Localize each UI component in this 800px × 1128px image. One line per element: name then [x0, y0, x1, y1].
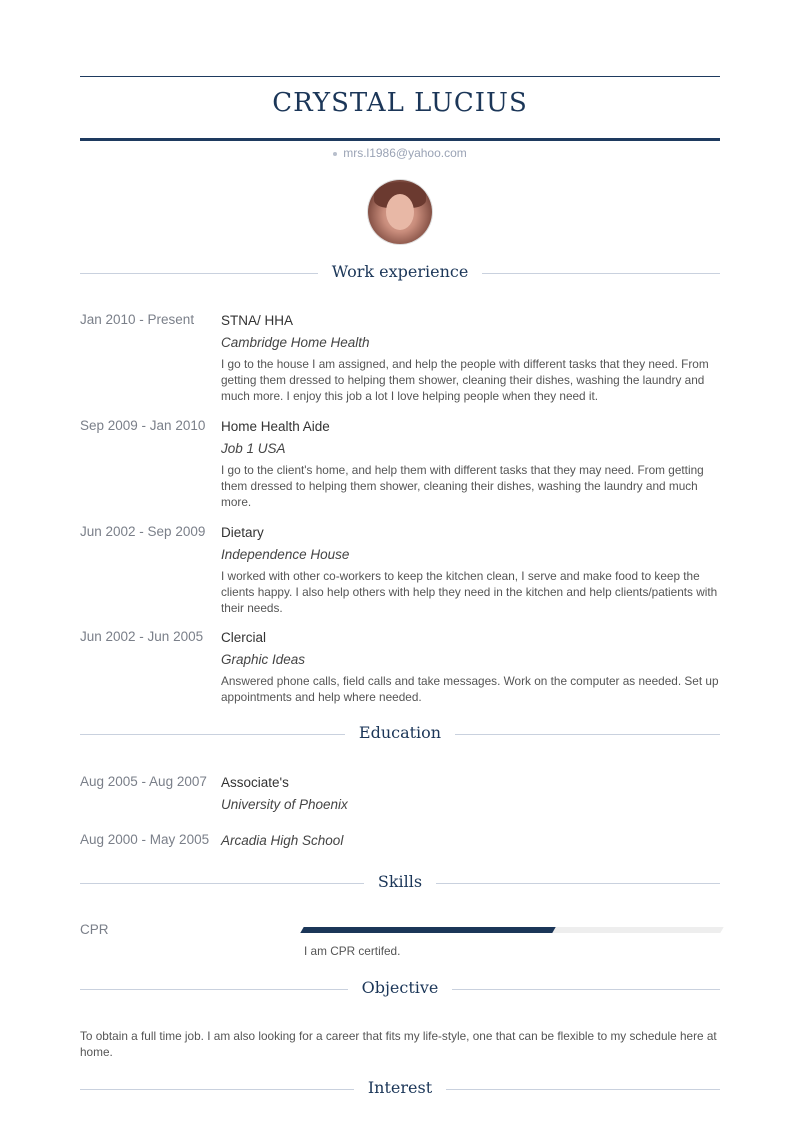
section-title: Work experience: [318, 262, 483, 281]
entry-date: Jan 2010 - Present: [80, 312, 195, 327]
section-work-header: [80, 262, 720, 284]
photo-face: [386, 194, 414, 230]
section-title: Skills: [364, 872, 436, 891]
job-description: I go to the client's home, and help them with different tasks that they may need. From getting them dressed to helping them shower, cleaning their dishes, washing the laundry and much more.: [221, 463, 704, 509]
job-title: Home Health Aide: [221, 419, 330, 434]
email-link[interactable]: mrs.l1986@yahoo.com: [343, 146, 467, 160]
section-interest-header: [80, 1078, 720, 1100]
school: University of Phoenix: [221, 797, 348, 812]
employer: Cambridge Home Health: [221, 335, 370, 350]
skill-description: I am CPR certifed.: [304, 944, 401, 958]
section-skills-header: [80, 872, 720, 894]
entry-date: Aug 2000 - May 2005: [80, 832, 210, 847]
job-title: STNA/ HHA: [221, 313, 294, 328]
entry-date: Jun 2002 - Jun 2005: [80, 629, 204, 644]
entry-date: Jun 2002 - Sep 2009: [80, 524, 206, 539]
section-education-header: [80, 723, 720, 745]
profile-photo: [368, 180, 432, 244]
skill-level-bar: [300, 927, 723, 933]
candidate-name: CRYSTAL LUCIUS: [272, 88, 528, 118]
employer: Graphic Ideas: [221, 652, 306, 667]
bullet-icon: [333, 152, 337, 156]
section-title: Objective: [348, 978, 453, 997]
entry-date: Sep 2009 - Jan 2010: [80, 418, 206, 433]
name-underline: [80, 138, 720, 141]
employer: Job 1 USA: [221, 441, 286, 456]
section-title: Education: [345, 723, 455, 742]
job-description: Answered phone calls, field calls and take messages. Work on the computer as needed. Set up appointments and help where needed.: [221, 674, 719, 704]
job-title: Dietary: [221, 525, 264, 540]
degree: Associate's: [221, 775, 289, 790]
section-objective-header: [80, 978, 720, 1000]
school: Arcadia High School: [221, 833, 344, 848]
section-title: Interest: [354, 1078, 446, 1097]
entry-date: Aug 2005 - Aug 2007: [80, 774, 207, 789]
skill-name: CPR: [80, 922, 109, 937]
objective-text: To obtain a full time job. I am also looking for a career that fits my life-style, one that can be flexible to my schedule here at home.: [80, 1029, 717, 1059]
job-description: I go to the house I am assigned, and help the people with different tasks that they need. From getting them dressed to helping them shower, cleaning their dishes, washing the laundry and much more. I enjoy this job a lot I love helping people when they need it.: [221, 357, 709, 403]
top-rule: [80, 76, 720, 77]
employer: Independence House: [221, 547, 350, 562]
contact-line: [80, 146, 720, 160]
job-description: I worked with other co-workers to keep the kitchen clean, I serve and make food to keep the clients happy. I also help others with help they need in the kitchen and help clients/patients with their needs.: [221, 569, 718, 615]
job-title: Clercial: [221, 630, 267, 645]
skill-level-fill: [300, 927, 555, 933]
